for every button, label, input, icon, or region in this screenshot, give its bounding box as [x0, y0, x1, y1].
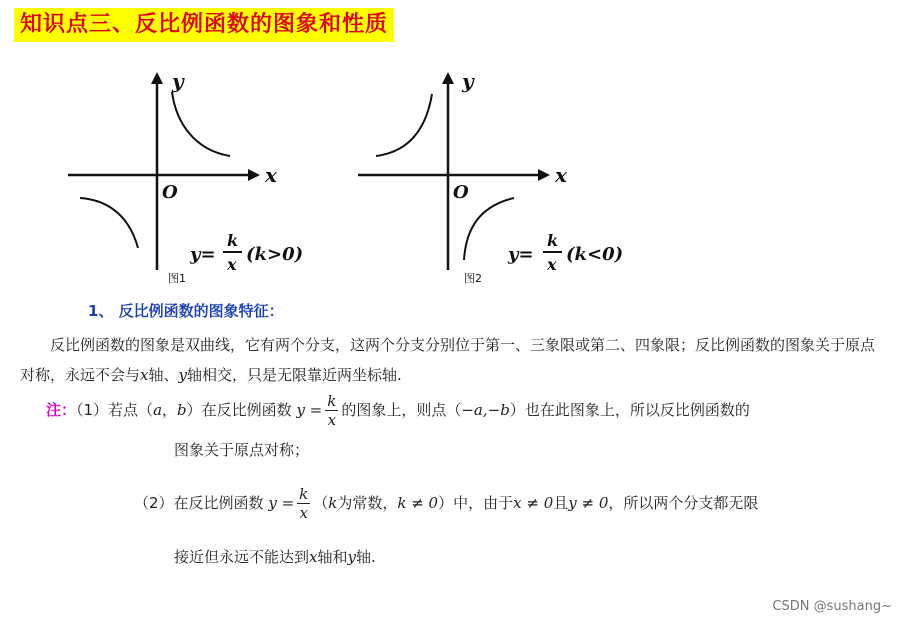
fraction-denominator: x: [327, 411, 337, 429]
equation-condition: (k<0): [566, 244, 624, 265]
x-axis-label: x: [555, 163, 567, 187]
equation-lhs: y=: [508, 244, 534, 265]
y-axis-arrow: [442, 72, 454, 84]
origin-label: O: [453, 182, 469, 203]
fraction-k-over-x: [325, 392, 338, 429]
section-heading: 1、 反比例函数的图象特征：: [88, 302, 284, 320]
y-axis-label: y: [462, 69, 474, 93]
x-axis-arrow: [538, 169, 550, 181]
k-symbol: k: [328, 494, 338, 512]
hyperbola-branch-q3: [80, 198, 138, 248]
equation-lhs: y=: [190, 244, 216, 265]
note-2-text: （2）在反比例函数: [134, 494, 264, 512]
hyperbola-branch-q2: [376, 94, 432, 156]
equation-numerator: k: [547, 231, 559, 250]
note-1-text-4: ）也在此图象上，所以反比例函数的: [509, 401, 750, 419]
figure-caption: 图2: [464, 272, 482, 285]
y-not-zero: y ≠ 0: [568, 494, 609, 512]
x-symbol: x: [140, 366, 149, 384]
function-lhs: y =: [268, 494, 295, 512]
y-axis-label: y: [172, 69, 184, 93]
note-1-continuation: 图象关于原点对称；: [174, 441, 310, 459]
fraction-denominator: x: [299, 504, 308, 522]
equation-numerator: k: [227, 231, 239, 250]
paragraph-hyperbola-features: [20, 330, 882, 390]
x-symbol: x: [309, 548, 318, 566]
note-2-continuation: [174, 546, 376, 567]
fraction-numerator: k: [299, 485, 309, 503]
note-2-text-2: 为常数，: [337, 494, 398, 512]
note-2-and: 且: [553, 494, 569, 512]
watermark: CSDN @sushang~: [772, 599, 892, 614]
equation-denominator: x: [547, 255, 557, 274]
hyperbola-branch-q4: [464, 198, 514, 260]
y-axis-arrow: [151, 72, 163, 84]
note-1-comma: ，: [162, 401, 178, 419]
equation-condition: (k>0): [246, 244, 304, 265]
note-label: 注：: [46, 401, 77, 419]
note-1-text: （1）若点（: [76, 401, 154, 419]
note-1-text-2: ）在反比例函数: [186, 401, 292, 419]
note-2-cont-text-3: 轴.: [355, 548, 376, 566]
point-b: b: [177, 401, 187, 419]
note-1-line: [46, 392, 750, 429]
note-1-text-3: 的图象上，则点（: [341, 401, 462, 419]
x-axis-label: x: [265, 163, 277, 187]
fraction-k-over-x: [297, 485, 310, 522]
note-2-text-3: ）中，由于: [438, 494, 514, 512]
figure-1-graph: [60, 60, 340, 288]
section-title: 知识点三、反比例函数的图象和性质: [14, 8, 394, 42]
figure-2-graph: [352, 60, 642, 288]
y-symbol: y: [178, 366, 187, 384]
fraction-numerator: k: [327, 392, 337, 410]
k-not-zero: k ≠ 0: [397, 494, 439, 512]
note-2-paren-open: （: [313, 494, 329, 512]
figure-caption: 图1: [168, 272, 186, 285]
x-not-zero: x ≠ 0: [513, 494, 554, 512]
function-lhs: y =: [296, 401, 323, 419]
note-2-text-4: ，所以两个分支都无限: [608, 494, 759, 512]
para-text-1: 反比例函数的图象是双曲线，它有两个分支，这两个分支分别位于第一、三象限或第二、四象限；反比例函数的图象关于原点对称，永远不会与: [20, 336, 876, 384]
x-axis-arrow: [248, 169, 260, 181]
note-2-line: [134, 485, 758, 522]
note-2-cont-text: 接近但永远不能达到: [174, 548, 310, 566]
equation-denominator: x: [227, 255, 237, 274]
point-neg: −a,−b: [461, 401, 510, 419]
para-text-2: 轴、: [148, 366, 179, 384]
point-a: a: [153, 401, 163, 419]
origin-label: O: [162, 182, 178, 203]
y-symbol: y: [347, 548, 356, 566]
hyperbola-branch-q1: [172, 92, 230, 156]
para-text-3: 轴相交，只是无限靠近两坐标轴.: [186, 366, 402, 384]
note-2-cont-text-2: 轴和: [317, 548, 348, 566]
